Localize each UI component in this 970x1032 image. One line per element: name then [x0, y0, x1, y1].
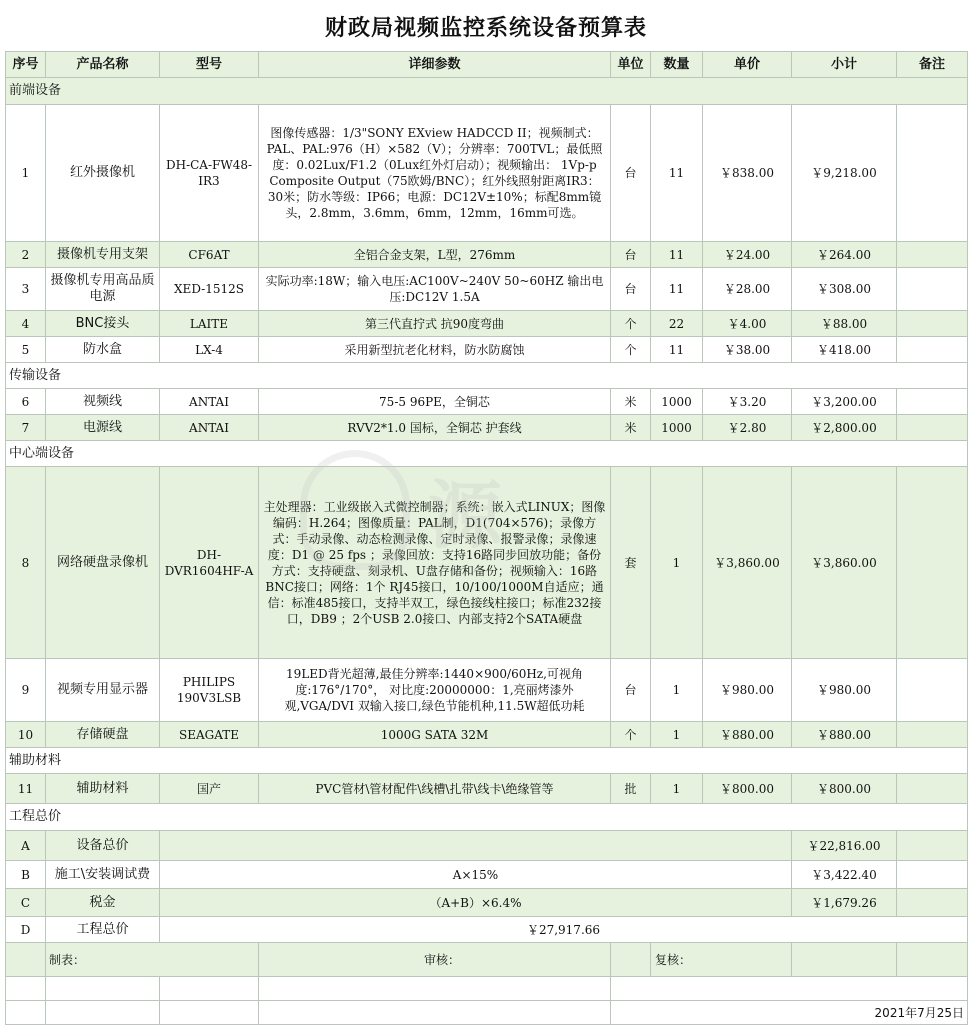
row-subtotal: ￥3,860.00 [792, 467, 897, 659]
row-note [897, 268, 968, 311]
table-row [6, 268, 968, 311]
row-detail: 实际功率:18W；输入电压:AC100V~240V 50~60HZ 输出电压:DC12V 1.5A [259, 268, 611, 311]
row-subtotal: ￥800.00 [792, 774, 897, 804]
date-row [6, 1001, 968, 1025]
header-cell: 详细参数 [259, 52, 611, 78]
row-name: 视频专用显示器 [46, 659, 160, 722]
row-unit: 台 [611, 659, 651, 722]
row-unit: 台 [611, 105, 651, 242]
row-subtotal: ￥264.00 [792, 242, 897, 268]
row-price: ￥38.00 [703, 337, 792, 363]
row-model: 国产 [160, 774, 259, 804]
total-no: B [6, 861, 46, 889]
section-total: 工程总价 [6, 804, 968, 831]
total-amount: ￥22,816.00 [792, 831, 897, 861]
row-model: XED-1512S [160, 268, 259, 311]
row-name: 摄像机专用高品质电源 [46, 268, 160, 311]
row-note [897, 774, 968, 804]
row-unit: 台 [611, 242, 651, 268]
header-cell: 型号 [160, 52, 259, 78]
total-amount: ￥3,422.40 [792, 861, 897, 889]
section-row [6, 441, 968, 467]
total-row [6, 861, 968, 889]
row-no: 1 [6, 105, 46, 242]
row-qty: 1000 [651, 389, 703, 415]
header-cell: 单价 [703, 52, 792, 78]
row-price: ￥4.00 [703, 311, 792, 337]
row-name: 红外摄像机 [46, 105, 160, 242]
row-qty: 11 [651, 337, 703, 363]
row-name: 视频线 [46, 389, 160, 415]
row-note [897, 337, 968, 363]
row-note [897, 311, 968, 337]
table-row [6, 659, 968, 722]
total-note [897, 831, 968, 861]
row-subtotal: ￥308.00 [792, 268, 897, 311]
total-name: 施工\安装调试费 [46, 861, 160, 889]
row-subtotal: ￥9,218.00 [792, 105, 897, 242]
total-formula: （A+B）×6.4% [160, 889, 792, 917]
row-unit: 米 [611, 415, 651, 441]
table-row [6, 337, 968, 363]
row-note [897, 242, 968, 268]
row-qty: 11 [651, 242, 703, 268]
budget-table [5, 51, 968, 1025]
row-model: LX-4 [160, 337, 259, 363]
row-model: DH-CA-FW48-IR3 [160, 105, 259, 242]
header-cell: 小计 [792, 52, 897, 78]
row-no: 2 [6, 242, 46, 268]
row-unit: 个 [611, 722, 651, 748]
header-row [6, 52, 968, 78]
row-price: ￥3.20 [703, 389, 792, 415]
row-qty: 1000 [651, 415, 703, 441]
row-unit: 个 [611, 311, 651, 337]
total-name: 税金 [46, 889, 160, 917]
maker-label: 制表： [46, 943, 259, 977]
row-detail: 75-5 96PE，全铜芯 [259, 389, 611, 415]
row-unit: 台 [611, 268, 651, 311]
table-row [6, 415, 968, 441]
header-cell: 序号 [6, 52, 46, 78]
row-model: ANTAI [160, 389, 259, 415]
row-detail: 全铝合金支架，L型，276mm [259, 242, 611, 268]
row-note [897, 415, 968, 441]
row-no: 8 [6, 467, 46, 659]
row-qty: 1 [651, 774, 703, 804]
row-model: CF6AT [160, 242, 259, 268]
row-detail: 1000G SATA 32M [259, 722, 611, 748]
row-model: ANTAI [160, 415, 259, 441]
watermark-text: 源 [428, 473, 506, 559]
total-formula: A×15% [160, 861, 792, 889]
row-unit: 米 [611, 389, 651, 415]
checker-label: 复核： [651, 943, 792, 977]
row-detail: 采用新型抗老化材料，防水防腐蚀 [259, 337, 611, 363]
row-detail: 主处理器：工业级嵌入式微控制器；系统：嵌入式LINUX；图像编码：H.264；图像质量：PAL制，D1(704×576)；录像方式：手动录像、动态检测录像、定时录像、报警录像；录像速度：D1 @ 25 fps ；录像回放：支持16路同步回放功能；备份方式：支持硬盘、刻录机、U盘存储和备份；视频输入：16路 BNC接口；网络：1个 RJ45接口，10/100/1000M自适应；通信：标准485接口，支持半双工，绿色接线柱接口；标准232接口，DB9 ；2个USB 2.0接口、内部支持2个SATA硬盘 [259, 467, 611, 659]
row-name: 网络硬盘录像机 [46, 467, 160, 659]
section-transmit: 传输设备 [6, 363, 968, 389]
row-qty: 1 [651, 659, 703, 722]
row-price: ￥24.00 [703, 242, 792, 268]
row-model: PHILIPS 190V3LSB [160, 659, 259, 722]
section-row [6, 78, 968, 105]
row-unit: 套 [611, 467, 651, 659]
row-no: 11 [6, 774, 46, 804]
page-title: 财政局视频监控系统设备预算表 [324, 15, 647, 41]
row-subtotal: ￥3,200.00 [792, 389, 897, 415]
row-model: SEAGATE [160, 722, 259, 748]
row-detail: 图像传感器：1/3"SONY EXview HADCCD II；视频制式： PAL、PAL:976（H）×582（V）；分辨率：700TVL；最低照度：0.02Lux/F1.2（0Lux红外灯启动）；视频输出： 1Vp-p Composite Output（75欧姆/BNC）；红外线照射距离IR3：30米；防水等级：IP66；电源：DC12V±10%；标配8mm镜头，2.8mm，3.6mm，6mm，12mm，16mm可选。 [259, 105, 611, 242]
row-qty: 11 [651, 105, 703, 242]
row-subtotal: ￥418.00 [792, 337, 897, 363]
section-aux: 辅助材料 [6, 748, 968, 774]
row-detail: RVV2*1.0 国标，全铜芯 护套线 [259, 415, 611, 441]
row-name: 电源线 [46, 415, 160, 441]
total-no: A [6, 831, 46, 861]
row-detail: 19LED背光超薄,最佳分辨率:1440×900/60Hz,可视角度:176°/170°， 对比度:20000000：1,亮丽烤漆外观,VGA/DVI 双输入接口,绿色节能机种,11.5W超低功耗 [259, 659, 611, 722]
grand-total-amount: ￥27,917.66 [160, 917, 968, 943]
table-row [6, 105, 968, 242]
row-price: ￥880.00 [703, 722, 792, 748]
row-subtotal: ￥980.00 [792, 659, 897, 722]
row-name: 辅助材料 [46, 774, 160, 804]
header-cell: 产品名称 [46, 52, 160, 78]
total-note [897, 861, 968, 889]
total-name: 工程总价 [46, 917, 160, 943]
row-subtotal: ￥88.00 [792, 311, 897, 337]
section-row [6, 748, 968, 774]
total-amount: ￥1,679.26 [792, 889, 897, 917]
row-name: BNC接头 [46, 311, 160, 337]
table-row [6, 242, 968, 268]
table-row [6, 389, 968, 415]
row-unit: 批 [611, 774, 651, 804]
row-note [897, 467, 968, 659]
row-no: 10 [6, 722, 46, 748]
row-price: ￥28.00 [703, 268, 792, 311]
table-row [6, 774, 968, 804]
row-detail: 第三代直拧式 抗90度弯曲 [259, 311, 611, 337]
section-center: 中心端设备 [6, 441, 968, 467]
row-note [897, 659, 968, 722]
row-price: ￥980.00 [703, 659, 792, 722]
row-price: ￥800.00 [703, 774, 792, 804]
row-name: 摄像机专用支架 [46, 242, 160, 268]
date-label: 2021年7月25日 [611, 1001, 968, 1025]
total-row [6, 831, 968, 861]
section-row [6, 804, 968, 831]
reviewer-label: 审核： [259, 943, 611, 977]
total-name: 设备总价 [46, 831, 160, 861]
row-price: ￥838.00 [703, 105, 792, 242]
row-qty: 22 [651, 311, 703, 337]
row-no: 3 [6, 268, 46, 311]
row-detail: PVC管材\管材配件\线槽\扎带\线卡\绝缘管等 [259, 774, 611, 804]
row-note [897, 105, 968, 242]
section-front: 前端设备 [6, 78, 968, 105]
row-no: 9 [6, 659, 46, 722]
row-price: ￥2.80 [703, 415, 792, 441]
row-no: 4 [6, 311, 46, 337]
row-name: 防水盒 [46, 337, 160, 363]
header-cell: 单位 [611, 52, 651, 78]
table-row [6, 722, 968, 748]
row-note [897, 389, 968, 415]
row-qty: 1 [651, 722, 703, 748]
row-note [897, 722, 968, 748]
section-row [6, 363, 968, 389]
row-model: LAITE [160, 311, 259, 337]
header-cell: 备注 [897, 52, 968, 78]
header-cell: 数量 [651, 52, 703, 78]
table-row [6, 467, 968, 659]
row-qty: 1 [651, 467, 703, 659]
signature-row [6, 943, 968, 977]
total-note [897, 889, 968, 917]
total-row [6, 917, 968, 943]
total-no: C [6, 889, 46, 917]
row-qty: 11 [651, 268, 703, 311]
row-name: 存储硬盘 [46, 722, 160, 748]
row-no: 5 [6, 337, 46, 363]
row-price: ￥3,860.00 [703, 467, 792, 659]
row-subtotal: ￥2,800.00 [792, 415, 897, 441]
blank-row [6, 977, 968, 1001]
row-no: 7 [6, 415, 46, 441]
row-model: DH-DVR1604HF-A [160, 467, 259, 659]
row-unit: 个 [611, 337, 651, 363]
row-no: 6 [6, 389, 46, 415]
total-no: D [6, 917, 46, 943]
table-row [6, 311, 968, 337]
row-subtotal: ￥880.00 [792, 722, 897, 748]
total-formula [160, 831, 792, 861]
total-row [6, 889, 968, 917]
